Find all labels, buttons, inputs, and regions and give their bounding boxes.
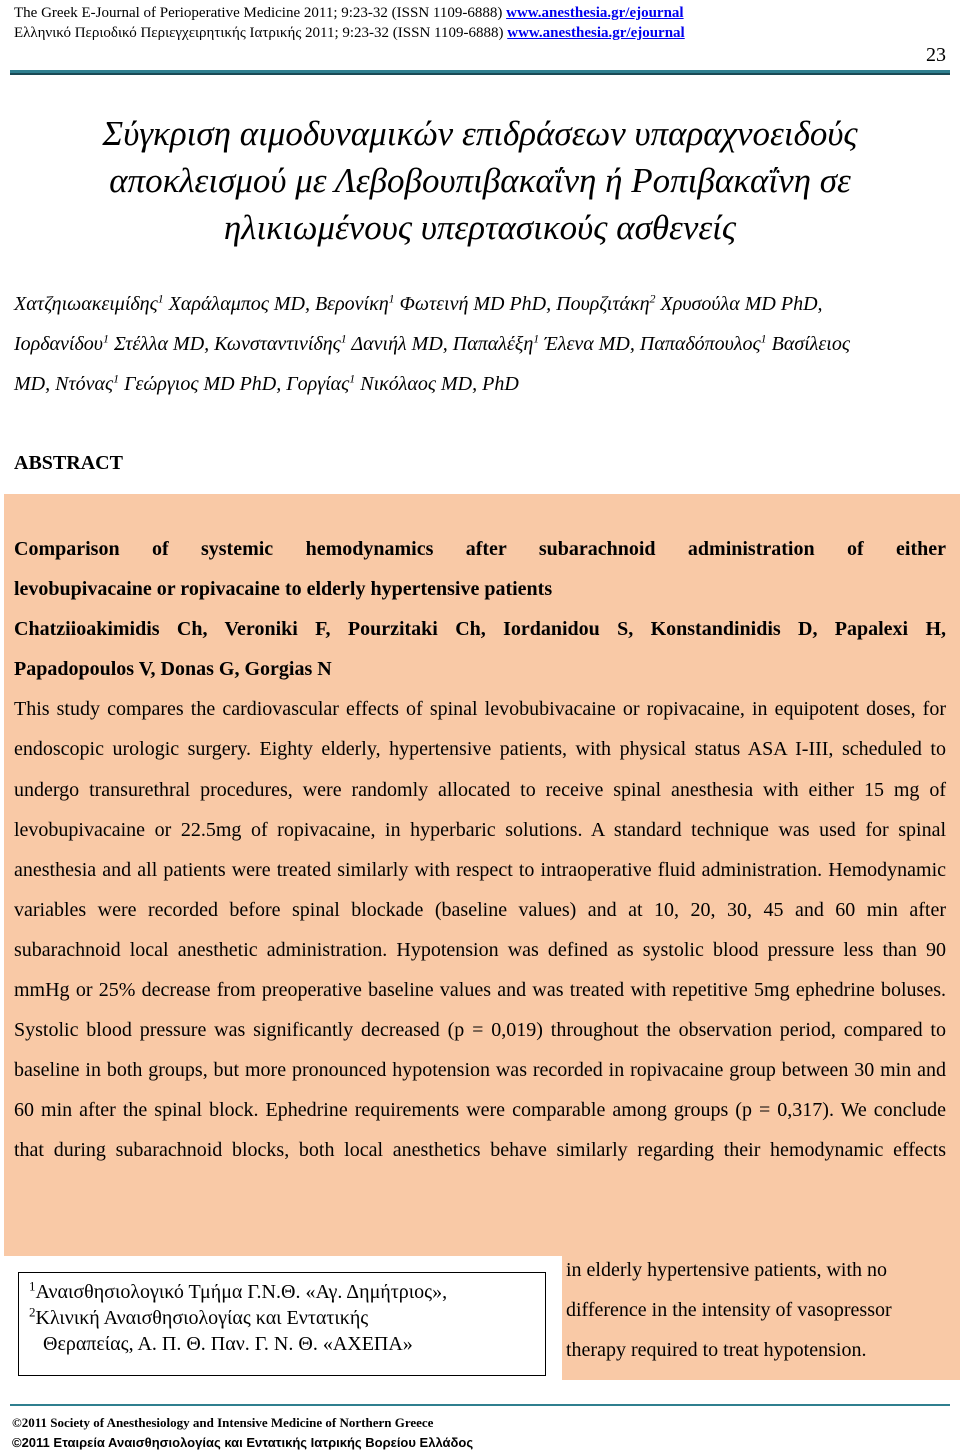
author-name: Χατζηιωακειμίδης bbox=[14, 293, 158, 315]
journal-header-gr bbox=[14, 24, 685, 42]
abstract-tail bbox=[566, 1250, 954, 1370]
author-name: Νικόλαος MD, PhD bbox=[355, 373, 519, 395]
affiliation-line-1 bbox=[29, 1279, 545, 1305]
author-name: Χρυσούλα MD PhD, bbox=[655, 293, 823, 315]
abstract-tail-line-2: difference in the intensity of vasopressor bbox=[566, 1299, 892, 1321]
copyright-en: ©2011 Society of Anesthesiology and Intensive Medicine of Northern Greece bbox=[12, 1415, 434, 1430]
article-title bbox=[0, 110, 960, 251]
affiliation-text: Κλινική Αναισθησιολογίας και Εντατικής bbox=[35, 1307, 369, 1329]
abstract-tail-line-3: therapy required to treat hypotension. bbox=[566, 1339, 867, 1361]
author-list bbox=[14, 284, 944, 404]
author-name: Βασίλειος bbox=[766, 333, 850, 355]
affiliation-line-2 bbox=[29, 1305, 545, 1331]
journal-link-gr[interactable]: www.anesthesia.gr/ejournal bbox=[507, 25, 685, 41]
journal-header-en-text: The Greek E-Journal of Perioperative Medicine 2011; 9:23-32 (ISSN 1109-6888) bbox=[14, 5, 507, 21]
author-name: Χαράλαμπος MD, Βερονίκη bbox=[163, 293, 389, 315]
affiliation-marker: 1 bbox=[349, 371, 356, 386]
author-name: MD, Ντόνας bbox=[14, 373, 114, 395]
journal-header-gr-text: Ελληνικό Περιοδικό Περιεγχειρητικής Ιατρικής 2011; 9:23-32 (ISSN 1109-6888) bbox=[14, 25, 508, 41]
header-divider bbox=[10, 70, 950, 75]
affiliation-marker: 2 bbox=[29, 1304, 36, 1320]
author-line-1 bbox=[14, 284, 944, 324]
affiliation-marker: 1 bbox=[533, 331, 540, 346]
affiliations-box bbox=[18, 1272, 546, 1376]
abstract-title-line-2: levobupivacaine or ropivacaine to elderly hypertensive patients bbox=[14, 578, 553, 601]
affiliation-marker: 1 bbox=[113, 371, 120, 386]
author-name: Στέλλα MD, Κωνσταντινίδης bbox=[108, 333, 341, 355]
abstract-paragraph: This study compares the cardiovascular effects of spinal levobubivacaine or ropivacaine, in equipotent doses, for endoscopic urologic surgery. Eighty elderly, hypertensive patients, with physical status ASA I-III, scheduled to undergo transurethral procedures, were randomly allocated to receive spinal anesthesia with either 15 mg of levobupivacaine or 22.5mg of ropivacaine, in hyperbaric solutions. A standard technique was used for spinal anesthesia and all patients were treated similarly with respect to intraoperative fluid administration. Hemodynamic variables were recorded before spinal blockade (baseline values) and at 10, 20, 30, 45 and 60 min after subarachnoid local anesthetic administration. Hypotension was defined as systolic blood pressure less than 90 mmHg or 25% decrease from preoperative baseline values and was treated with repetitive 5mg ephedrine boluses. Systolic blood pressure was significantly decreased (p = 0,019) throughout the observation period, compared to baseline in both groups, but more pronounced hypotension was recorded in ropivacaine group between 30 min and 60 min after the spinal block. Ephedrine requirements were comparable among groups (p = 0,317). We conclude that during subarachnoid blocks, both local anesthetics behave similarly regarding their hemodynamic effects bbox=[14, 698, 946, 1162]
footer-divider bbox=[10, 1404, 950, 1406]
page-number: 23 bbox=[926, 44, 946, 66]
abstract-body bbox=[14, 529, 946, 1171]
affiliation-marker: 1 bbox=[157, 291, 164, 306]
affiliation-marker: 1 bbox=[388, 291, 395, 306]
abstract-title-line-1: Comparison of systemic hemodynamics after subarachnoid administration of either bbox=[14, 538, 946, 560]
abstract-authors-line-1: Chatziioakimidis Ch, Veroniki F, Pourzitaki Ch, Iordanidou S, Konstandinidis D, Papalexi H, bbox=[14, 618, 946, 641]
affiliation-text: Αναισθησιολογικό Τμήμα Γ.Ν.Θ. «Αγ. Δημήτριος», bbox=[35, 1281, 448, 1303]
author-name: Δανιήλ MD, Παπαλέξη bbox=[346, 333, 534, 355]
author-name: Ιορδανίδου bbox=[14, 333, 103, 355]
title-line-3: ηλικιωμένους υπερτασικούς ασθενείς bbox=[223, 208, 737, 247]
author-name: Φωτεινή MD PhD, Πουρζιτάκη bbox=[394, 293, 650, 315]
author-name: Γεώργιος MD PhD, Γοργίας bbox=[119, 373, 350, 395]
title-line-1: Σύγκριση αιμοδυναμικών επιδράσεων υπαραχνοειδούς bbox=[102, 114, 858, 153]
copyright-gr: ©2011 Εταιρεία Αναισθησιολογίας και Εντατικής Ιατρικής Βορείου Ελλάδος bbox=[12, 1435, 474, 1450]
affiliation-marker: 1 bbox=[340, 331, 347, 346]
abstract-tail-line-1: in elderly hypertensive patients, with no bbox=[566, 1259, 888, 1281]
affiliation-marker: 1 bbox=[29, 1278, 36, 1294]
affiliation-marker: 1 bbox=[760, 331, 767, 346]
abstract-heading: ABSTRACT bbox=[14, 452, 123, 474]
affiliation-line-3: Θεραπείας, Α. Π. Θ. Παν. Γ. Ν. Θ. «ΑΧΕΠΑ» bbox=[43, 1333, 413, 1355]
abstract-authors-line-2: Papadopoulos V, Donas G, Gorgias N bbox=[14, 658, 332, 681]
title-line-2: αποκλεισμού με Λεβοβουπιβακαΐνη ή Ροπιβακαΐνη σε bbox=[109, 161, 851, 200]
affiliation-marker: 2 bbox=[649, 291, 656, 306]
journal-header-en bbox=[14, 4, 684, 22]
author-line-3 bbox=[14, 364, 944, 404]
author-line-2 bbox=[14, 324, 944, 364]
affiliation-marker: 1 bbox=[102, 331, 109, 346]
author-name: Έλενα MD, Παπαδόπουλος bbox=[539, 333, 761, 355]
journal-link-en[interactable]: www.anesthesia.gr/ejournal bbox=[506, 5, 684, 21]
